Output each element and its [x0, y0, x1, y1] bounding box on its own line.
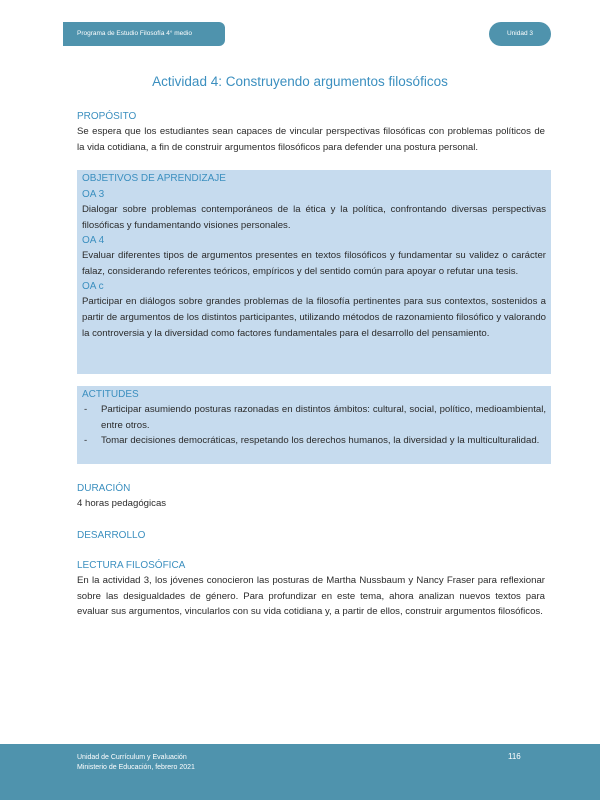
proposito-text: Se espera que los estudiantes sean capaces de vincular perspectivas filosóficas con problemas políticos de la vida cotidiana, a fin de construir argumentos filosóficos para defender una postura personal.: [77, 126, 545, 153]
actitudes-box: [77, 386, 551, 464]
duracion-section: [77, 481, 545, 512]
duracion-heading: DURACIÓN: [77, 483, 131, 494]
unit-label: Unidad 3: [506, 30, 534, 37]
list-item: - Participar asumiendo posturas razonadas en distintos ámbitos: cultural, social, político, medioambiental, entre otros.: [84, 404, 546, 431]
oac-code: OA c: [82, 281, 104, 293]
oa4-text: Evaluar diferentes tipos de argumentos presentes en textos filosóficos y fundamentar su validez o carácter falaz, considerando referentes teóricos, empíricos y del sentido común para apoyar o refutar una tesis.: [82, 250, 546, 277]
actitudes-list: [82, 402, 546, 449]
oa4-code: OA 4: [82, 235, 105, 247]
oac-text: Participar en diálogos sobre grandes problemas de la filosofía pertinentes para sus contextos, sostenidos a partir de argumentos de los distintos participantes, utilizando métodos de razonamiento filosófico y valorando la controversia y la diversidad como factores fundamentales para el desarrollo del pensamiento.: [82, 296, 546, 339]
objetivos-heading: OBJETIVOS DE APRENDIZAJE: [82, 173, 226, 184]
oa3-text: Dialogar sobre problemas contemporáneos de la ética y la política, confrontando diversas perspectivas filosóficas y fundamentando visiones personales.: [82, 204, 546, 231]
lectura-heading: LECTURA FILOSÓFICA: [77, 560, 186, 571]
oa3-code: OA 3: [82, 189, 105, 200]
proposito-section: [77, 109, 545, 155]
footer-line-1: Unidad de Currículum y Evaluación: [77, 754, 187, 761]
actitudes-heading: ACTITUDES: [82, 389, 139, 400]
list-item: - Tomar decisiones democráticas, respetando los derechos humanos, la diversidad y la multiculturalidad.: [84, 435, 540, 447]
page-title: Actividad 4: Construyendo argumentos filosóficos: [152, 74, 448, 89]
proposito-heading: PROPÓSITO: [77, 111, 137, 122]
actitud-text-1: Participar asumiendo posturas razonadas en distintos ámbitos: cultural, social, político, medioambiental, entre otros.: [101, 404, 546, 431]
header-program-tab: [63, 22, 225, 46]
unit-badge: [489, 22, 551, 46]
footer-line-2: Ministerio de Educación, febrero 2021: [77, 764, 195, 771]
objetivos-box: [77, 170, 551, 374]
desarrollo-heading: DESARROLLO: [77, 530, 146, 541]
actitud-text-2: Tomar decisiones democráticas, respetando los derechos humanos, la diversidad y la multiculturalidad.: [101, 435, 540, 447]
duracion-text: 4 horas pedagógicas: [77, 498, 167, 509]
program-label: Programa de Estudio Filosofía 4° medio: [77, 30, 192, 37]
footer-org: [77, 753, 195, 773]
lectura-section: [77, 558, 545, 620]
footer-band: [0, 744, 600, 800]
lectura-text: En la actividad 3, los jóvenes conocieron las posturas de Martha Nussbaum y Nancy Fraser para reflexionar sobre las desigualdades de género. Para profundizar en este tema, ahora analizan nuevos textos para evaluar sus argumentos, vincularlos con su vida cotidiana y, a partir de ellos, construir argumentos filosóficos.: [77, 575, 545, 618]
page-number: 116: [508, 752, 521, 761]
desarrollo-section: [77, 528, 545, 543]
